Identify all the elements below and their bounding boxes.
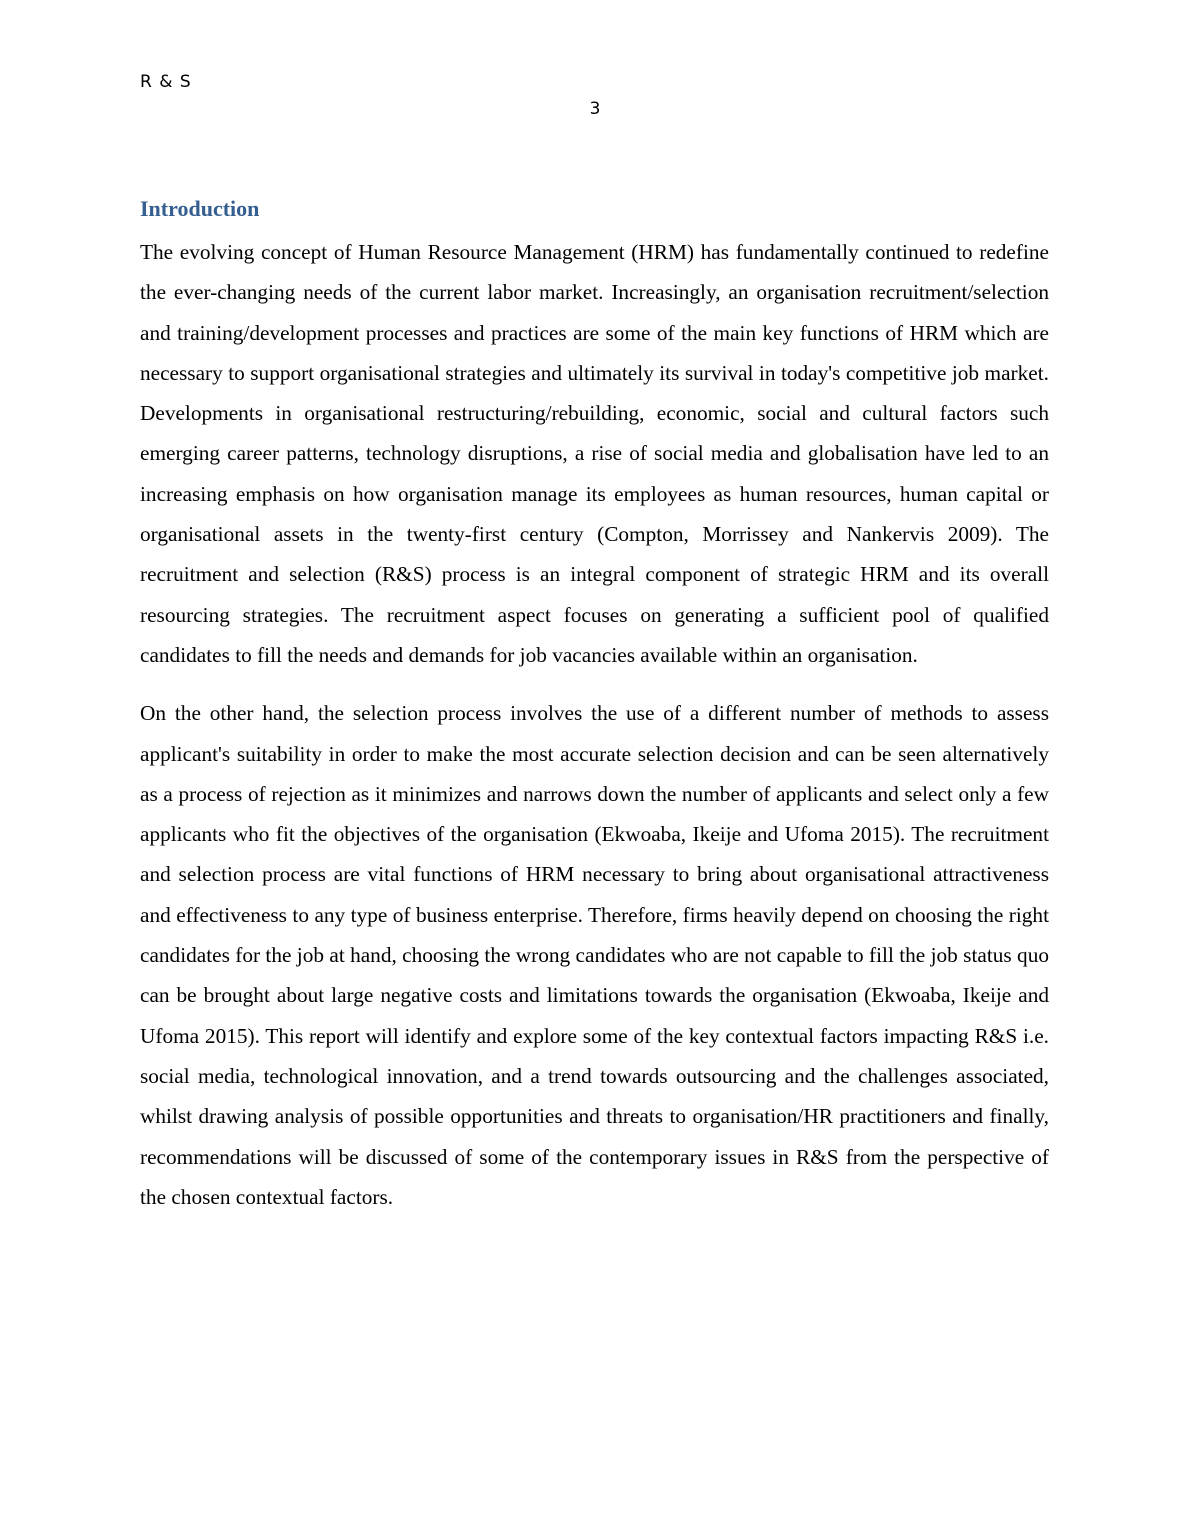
paragraph-1: The evolving concept of Human Resource Management (HRM) has fundamentally continued to redefine the ever-changing needs of the current labor market. Increasingly, an organisation recruitment/selection and training/development processes and practices are some of the main key functions of HRM which are necessary to support organisational strategies and ultimately its survival in today's competitive job market. Developments in organisational restructuring/rebuilding, economic, social and cultural factors such emerging career patterns, technology disruptions, a rise of social media and globalisation have led to an increasing emphasis on how organisation manage its employees as human resources, human capital or organisational assets in the twenty-first century (Compton, Morrissey and Nankervis 2009). The recruitment and selection (R&S) process is an integral component of strategic HRM and its overall resourcing strategies. The recruitment aspect focuses on generating a sufficient pool of qualified candidates to fill the needs and demands for job vacancies available within an organisation. [140,240,1049,667]
running-head: R & S [140,72,192,92]
section-heading: Introduction [140,196,260,221]
paragraph-2: On the other hand, the selection process involves the use of a different number of methods to assess applicant's suitability in order to make the most accurate selection decision and can be seen alternatively as a process of rejection as it minimizes and narrows down the number of applicants and select only a few applicants who fit the objectives of the organisation (Ekwoaba, Ikeije and Ufoma 2015). The recruitment and selection process are vital functions of HRM necessary to bring about organisational attractiveness and effectiveness to any type of business enterprise. Therefore, firms heavily depend on choosing the right candidates for the job at hand, choosing the wrong candidates who are not capable to fill the job status quo can be brought about large negative costs and limitations towards the organisation (Ekwoaba, Ikeije and Ufoma 2015). This report will identify and explore some of the key contextual factors impacting R&S i.e. social media, technological innovation, and a trend towards outsourcing and the challenges associated, whilst drawing analysis of possible opportunities and threats to organisation/HR practitioners and finally, recommendations will be discussed of some of the contemporary issues in R&S from the perspective of the chosen contextual factors. [140,701,1049,1209]
document-body [140,194,1049,1217]
page-number: 3 [589,99,601,119]
